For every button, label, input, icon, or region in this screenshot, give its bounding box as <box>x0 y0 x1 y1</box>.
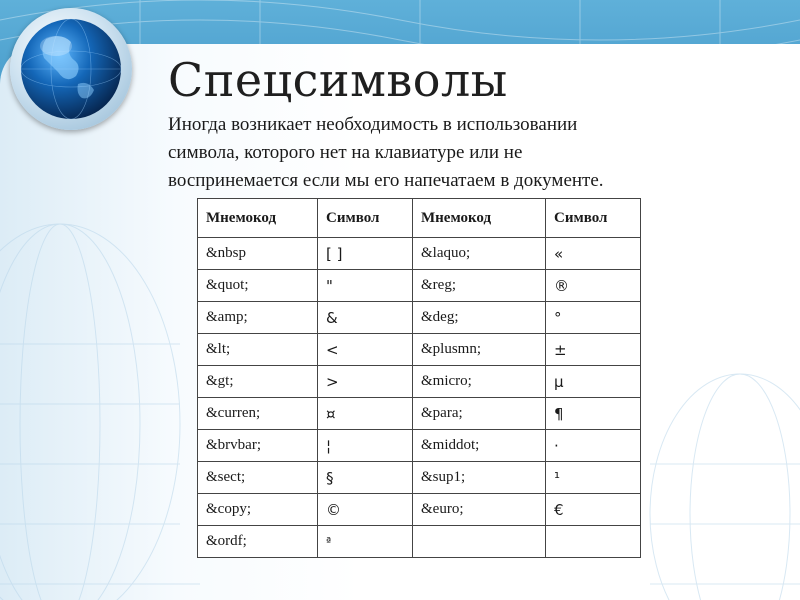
table-row <box>198 494 641 526</box>
header-symbol: Символ <box>318 199 413 238</box>
table-row <box>198 526 641 558</box>
symbol-cell: " <box>318 270 413 302</box>
symbol-cell: µ <box>546 366 641 398</box>
mnemonic-cell: &lt; <box>198 334 318 366</box>
mnemonic-cell: &brvbar; <box>198 430 318 462</box>
symbol-cell: [ ] <box>318 238 413 270</box>
table-header-row <box>198 199 641 238</box>
symbol-cell: € <box>546 494 641 526</box>
symbol-cell: ° <box>546 302 641 334</box>
mnemonic-cell: &laquo; <box>413 238 546 270</box>
mnemonic-cell: &sect; <box>198 462 318 494</box>
table-row <box>198 366 641 398</box>
mnemonic-cell: &ordf; <box>198 526 318 558</box>
mnemonic-cell: &deg; <box>413 302 546 334</box>
symbol-cell: & <box>318 302 413 334</box>
symbol-cell: § <box>318 462 413 494</box>
mnemonic-cell: &plusmn; <box>413 334 546 366</box>
table-row <box>198 398 641 430</box>
symbol-cell: ® <box>546 270 641 302</box>
symbol-cell: · <box>546 430 641 462</box>
special-characters-table <box>197 198 641 558</box>
symbol-cell: ª <box>318 526 413 558</box>
mnemonic-cell: &para; <box>413 398 546 430</box>
mnemonic-cell: &quot; <box>198 270 318 302</box>
table-row <box>198 270 641 302</box>
symbol-cell: ± <box>546 334 641 366</box>
header-symbol: Символ <box>546 199 641 238</box>
intro-text <box>168 111 728 195</box>
intro-line: Иногда возникает необходимость в использовании <box>168 114 578 135</box>
mnemonic-cell: &euro; <box>413 494 546 526</box>
table-row <box>198 430 641 462</box>
intro-line: воспринемается если мы его напечатаем в документе. <box>168 170 604 191</box>
table-row <box>198 238 641 270</box>
mnemonic-cell: &reg; <box>413 270 546 302</box>
symbol-cell: > <box>318 366 413 398</box>
table-row <box>198 462 641 494</box>
symbol-cell: « <box>546 238 641 270</box>
symbol-cell: ¹ <box>546 462 641 494</box>
table-row <box>198 302 641 334</box>
mnemonic-cell: &nbsp <box>198 238 318 270</box>
symbol-cell: ¦ <box>318 430 413 462</box>
mnemonic-cell: &copy; <box>198 494 318 526</box>
header-mnemonic: Мнемокод <box>198 199 318 238</box>
symbol-cell: ¤ <box>318 398 413 430</box>
mnemonic-cell: &sup1; <box>413 462 546 494</box>
intro-line: символа, которого нет на клавиатуре или не <box>168 142 523 163</box>
symbol-cell: < <box>318 334 413 366</box>
slide-title: Спецсимволы <box>168 53 508 107</box>
symbol-cell: ¶ <box>546 398 641 430</box>
mnemonic-cell: &amp; <box>198 302 318 334</box>
header-mnemonic: Мнемокод <box>413 199 546 238</box>
globe-icon <box>16 14 126 124</box>
mnemonic-cell: &curren; <box>198 398 318 430</box>
mnemonic-cell: &gt; <box>198 366 318 398</box>
mnemonic-cell: &middot; <box>413 430 546 462</box>
symbol-cell: © <box>318 494 413 526</box>
symbol-cell <box>546 526 641 558</box>
table-row <box>198 334 641 366</box>
mnemonic-cell <box>413 526 546 558</box>
mnemonic-cell: &micro; <box>413 366 546 398</box>
